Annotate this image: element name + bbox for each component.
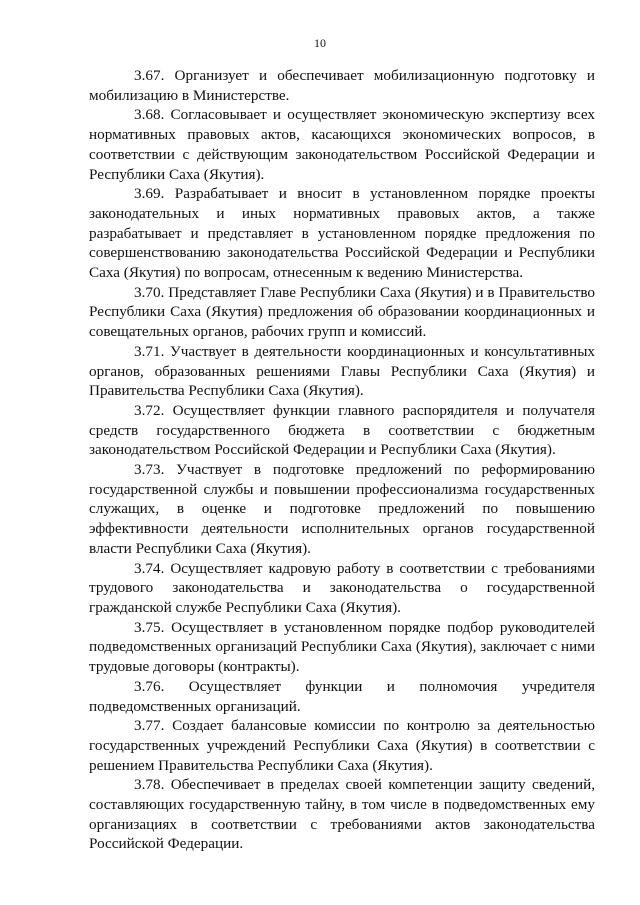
paragraph-3-73: 3.73. Участвует в подготовке предложений по реформированию государственной службы и повышении профессионализма государственных служащих, в оценке и подготовке предложений по повышению эффективности деятельности исполнительных органов государственной власти Республики Саха (Якутия). bbox=[89, 461, 595, 557]
paragraph-3-68: 3.68. Согласовывает и осуществляет экономическую экспертизу всех нормативных правовых актов, касающихся экономических вопросов, в соответствии с действующим законодательством Российской Федерации и Республики Саха (Якутия). bbox=[89, 106, 595, 183]
paragraph-3-78: 3.78. Обеспечивает в пределах своей компетенции защиту сведений, составляющих государственную тайну, в том числе в подведомственных ему организациях в соответствии с требованиями актов законодательства Российской Федерации. bbox=[89, 776, 595, 853]
paragraph-3-67: 3.67. Организует и обеспечивает мобилизационную подготовку и мобилизацию в Министерстве. bbox=[89, 67, 595, 104]
paragraph-3-75: 3.75. Осуществляет в установленном порядке подбор руководителей подведомственных организаций Республики Саха (Якутия), заключает с ними трудовые договоры (контракты). bbox=[89, 618, 595, 676]
document-body bbox=[89, 66, 595, 854]
page-number: 10 bbox=[314, 36, 326, 50]
paragraph-3-70: 3.70. Представляет Главе Республики Саха (Якутия) и в Правительство Республики Саха (Якутия) предложения об образовании координационных и совещательных органов, рабочих групп и комиссий. bbox=[89, 283, 595, 341]
paragraph-3-74: 3.74. Осуществляет кадровую работу в соответствии с требованиями трудового законодательства и законодательства о государственной гражданской службе Республики Саха (Якутия). bbox=[89, 559, 595, 616]
paragraph-3-77: 3.77. Создает балансовые комиссии по контролю за деятельностью государственных учреждений Республики Саха (Якутия) в соответствии с решением Правительства Республики Саха (Якутия). bbox=[89, 717, 595, 774]
paragraph-3-76: 3.76. Осуществляет функции и полномочия учредителя подведомственных организаций. bbox=[89, 677, 595, 715]
paragraph-3-71: 3.71. Участвует в деятельности координационных и консультативных органов, образованных решениями Главы Республики Саха (Якутия) и Правительства Республики Саха (Якутия). bbox=[89, 342, 595, 400]
paragraph-3-69: 3.69. Разрабатывает и вносит в установленном порядке проекты законодательных и иных нормативных правовых актов, а также разрабатывает и представляет в установленном порядке предложения по совершенствованию законодательства Российской Федерации и Республики Саха (Якутия) по вопросам, отнесенным к ведению Министерства. bbox=[89, 185, 595, 282]
paragraph-3-72: 3.72. Осуществляет функции главного распорядителя и получателя средств государственного бюджета в соответствии с бюджетным законодательством Российской Федерации и Республики Саха (Якутия). bbox=[89, 401, 595, 459]
